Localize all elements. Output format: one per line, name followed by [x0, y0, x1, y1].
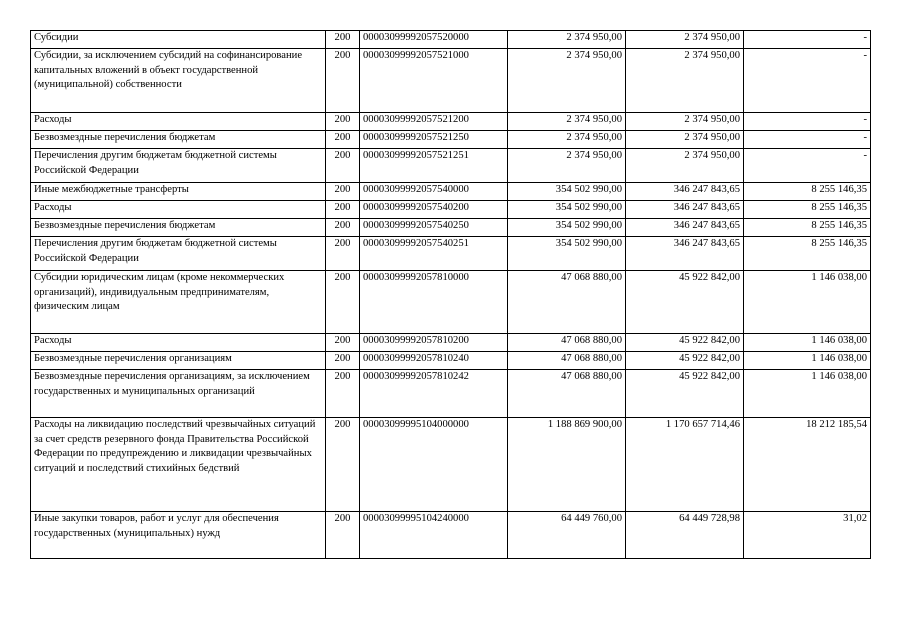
row-executed-cell: 64 449 728,98	[626, 512, 744, 559]
row-name-cell: Расходы	[31, 334, 326, 352]
row-executed-cell: 2 374 950,00	[626, 31, 744, 49]
row-remaining-cell: 1 146 038,00	[744, 271, 871, 334]
row-assigned-cell: 47 068 880,00	[508, 352, 626, 370]
row-name-cell: Безвозмездные перечисления бюджетам	[31, 219, 326, 237]
row-assigned-cell: 2 374 950,00	[508, 49, 626, 113]
row-assigned-cell: 2 374 950,00	[508, 31, 626, 49]
row-remaining-cell: 1 146 038,00	[744, 334, 871, 352]
table-row	[31, 352, 871, 370]
row-kbk-cell: 00003099992057810242	[360, 370, 508, 418]
row-executed-cell: 45 922 842,00	[626, 370, 744, 418]
table-row	[31, 271, 871, 334]
row-remaining-cell: 31,02	[744, 512, 871, 559]
table-row	[31, 31, 871, 49]
table-body	[31, 31, 871, 559]
table-row	[31, 149, 871, 183]
row-kbk-cell: 00003099992057520000	[360, 31, 508, 49]
table-row	[31, 418, 871, 512]
row-name-cell: Перечисления другим бюджетам бюджетной системы Российской Федерации	[31, 149, 326, 183]
row-executed-cell: 45 922 842,00	[626, 334, 744, 352]
row-remaining-cell: -	[744, 31, 871, 49]
row-code-cell: 200	[326, 219, 360, 237]
row-code-cell: 200	[326, 31, 360, 49]
row-code-cell: 200	[326, 149, 360, 183]
row-assigned-cell: 354 502 990,00	[508, 201, 626, 219]
row-assigned-cell: 64 449 760,00	[508, 512, 626, 559]
row-assigned-cell: 2 374 950,00	[508, 113, 626, 131]
row-code-cell: 200	[326, 113, 360, 131]
row-executed-cell: 2 374 950,00	[626, 131, 744, 149]
row-name-cell: Расходы	[31, 113, 326, 131]
row-assigned-cell: 354 502 990,00	[508, 183, 626, 201]
table-row	[31, 219, 871, 237]
row-assigned-cell: 2 374 950,00	[508, 149, 626, 183]
table-row	[31, 334, 871, 352]
row-code-cell: 200	[326, 512, 360, 559]
row-executed-cell: 45 922 842,00	[626, 271, 744, 334]
row-kbk-cell: 00003099992057810000	[360, 271, 508, 334]
row-remaining-cell: 1 146 038,00	[744, 352, 871, 370]
row-remaining-cell: -	[744, 113, 871, 131]
row-name-cell: Иные межбюджетные трансферты	[31, 183, 326, 201]
row-code-cell: 200	[326, 183, 360, 201]
row-name-cell: Безвозмездные перечисления бюджетам	[31, 131, 326, 149]
table-row	[31, 113, 871, 131]
row-remaining-cell: 8 255 146,35	[744, 219, 871, 237]
row-name-cell: Субсидии юридическим лицам (кроме некоммерческих организаций), индивидуальным предпринимателям, физическим лицам	[31, 271, 326, 334]
table-row	[31, 49, 871, 113]
row-code-cell: 200	[326, 418, 360, 512]
row-kbk-cell: 00003099992057540250	[360, 219, 508, 237]
row-assigned-cell: 1 188 869 900,00	[508, 418, 626, 512]
budget-execution-table	[30, 30, 871, 559]
row-kbk-cell: 00003099992057540251	[360, 237, 508, 271]
row-name-cell: Расходы	[31, 201, 326, 219]
row-kbk-cell: 00003099992057521251	[360, 149, 508, 183]
row-code-cell: 200	[326, 131, 360, 149]
row-code-cell: 200	[326, 201, 360, 219]
table-row	[31, 131, 871, 149]
row-kbk-cell: 00003099992057540000	[360, 183, 508, 201]
row-executed-cell: 2 374 950,00	[626, 149, 744, 183]
row-assigned-cell: 47 068 880,00	[508, 271, 626, 334]
row-kbk-cell: 00003099992057521200	[360, 113, 508, 131]
row-executed-cell: 346 247 843,65	[626, 237, 744, 271]
row-executed-cell: 1 170 657 714,46	[626, 418, 744, 512]
row-remaining-cell: -	[744, 131, 871, 149]
row-assigned-cell: 354 502 990,00	[508, 237, 626, 271]
row-remaining-cell: -	[744, 149, 871, 183]
row-name-cell: Субсидии, за исключением субсидий на софинансирование капитальных вложений в объект государственной (муниципальной) собственности	[31, 49, 326, 113]
row-code-cell: 200	[326, 352, 360, 370]
table-row	[31, 201, 871, 219]
row-name-cell: Перечисления другим бюджетам бюджетной системы Российской Федерации	[31, 237, 326, 271]
row-code-cell: 200	[326, 334, 360, 352]
table-row	[31, 237, 871, 271]
row-code-cell: 200	[326, 49, 360, 113]
table-row	[31, 512, 871, 559]
row-remaining-cell: 8 255 146,35	[744, 201, 871, 219]
row-executed-cell: 45 922 842,00	[626, 352, 744, 370]
row-kbk-cell: 00003099992057540200	[360, 201, 508, 219]
row-assigned-cell: 2 374 950,00	[508, 131, 626, 149]
row-remaining-cell: 1 146 038,00	[744, 370, 871, 418]
row-code-cell: 200	[326, 271, 360, 334]
row-executed-cell: 2 374 950,00	[626, 49, 744, 113]
row-executed-cell: 2 374 950,00	[626, 113, 744, 131]
row-name-cell: Расходы на ликвидацию последствий чрезвычайных ситуаций за счет средств резервного фонда Правительства Российской Федерации по предупреждению и ликвидации чрезвычайных ситуаций и последствий стихийных бедствий	[31, 418, 326, 512]
row-kbk-cell: 00003099995104240000	[360, 512, 508, 559]
row-name-cell: Безвозмездные перечисления организациям, за исключением государственных и муниципальных организаций	[31, 370, 326, 418]
row-executed-cell: 346 247 843,65	[626, 201, 744, 219]
row-executed-cell: 346 247 843,65	[626, 183, 744, 201]
table-row	[31, 183, 871, 201]
row-kbk-cell: 00003099992057521250	[360, 131, 508, 149]
row-name-cell: Безвозмездные перечисления организациям	[31, 352, 326, 370]
row-kbk-cell: 00003099992057810240	[360, 352, 508, 370]
row-code-cell: 200	[326, 370, 360, 418]
row-assigned-cell: 354 502 990,00	[508, 219, 626, 237]
row-kbk-cell: 00003099992057521000	[360, 49, 508, 113]
row-kbk-cell: 00003099995104000000	[360, 418, 508, 512]
row-executed-cell: 346 247 843,65	[626, 219, 744, 237]
row-assigned-cell: 47 068 880,00	[508, 370, 626, 418]
row-name-cell: Субсидии	[31, 31, 326, 49]
row-remaining-cell: 8 255 146,35	[744, 183, 871, 201]
row-kbk-cell: 00003099992057810200	[360, 334, 508, 352]
row-remaining-cell: 18 212 185,54	[744, 418, 871, 512]
row-code-cell: 200	[326, 237, 360, 271]
row-name-cell: Иные закупки товаров, работ и услуг для обеспечения государственных (муниципальных) нужд	[31, 512, 326, 559]
row-remaining-cell: -	[744, 49, 871, 113]
row-assigned-cell: 47 068 880,00	[508, 334, 626, 352]
table-row	[31, 370, 871, 418]
row-remaining-cell: 8 255 146,35	[744, 237, 871, 271]
